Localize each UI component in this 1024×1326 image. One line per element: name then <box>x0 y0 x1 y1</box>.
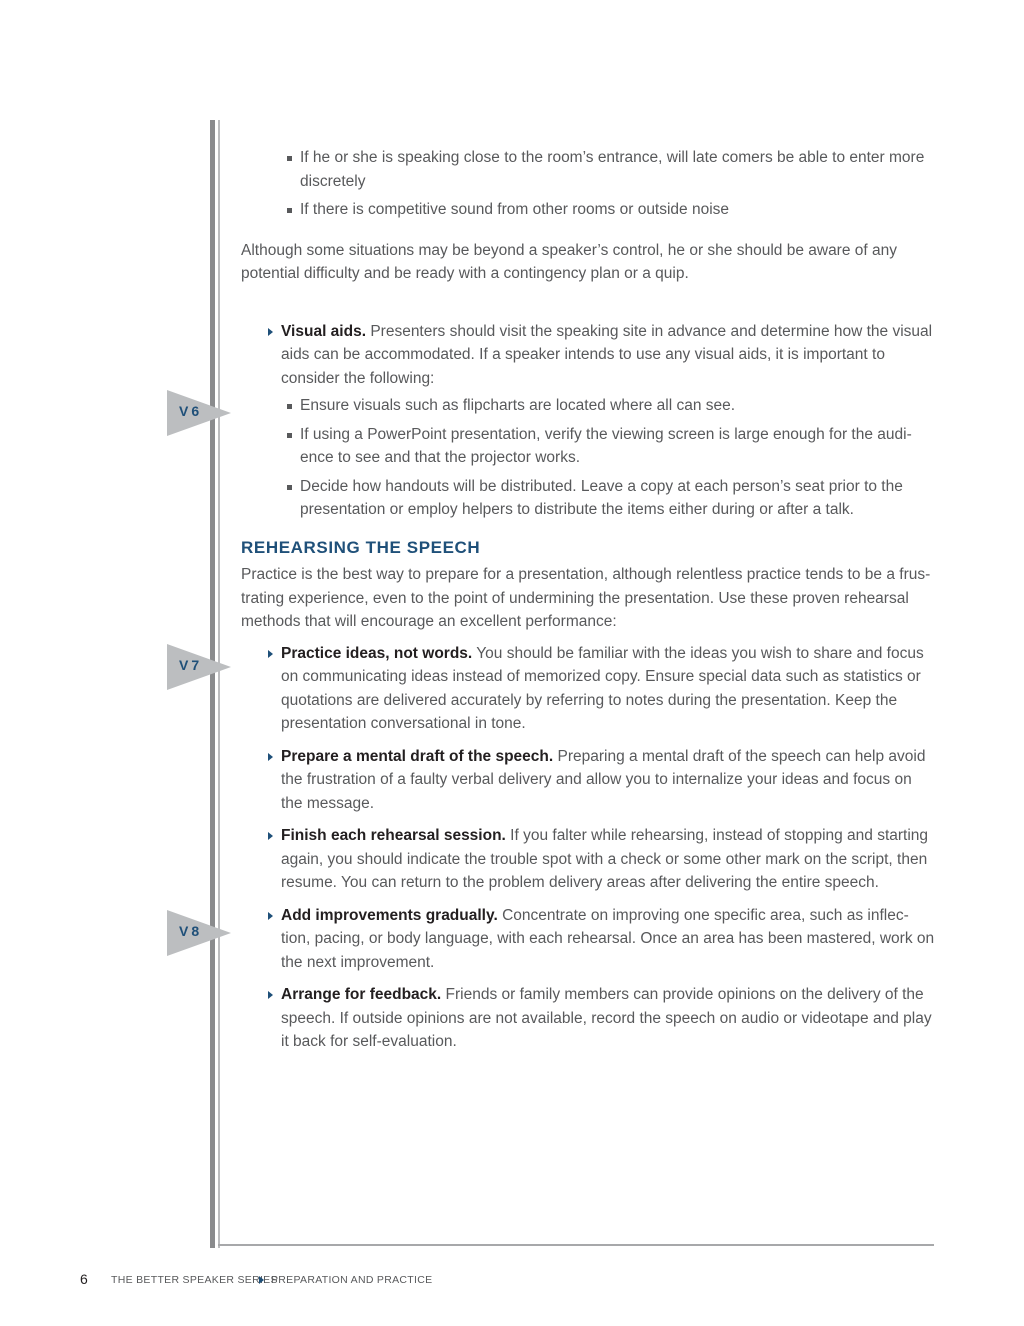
arrow-right-icon <box>259 1276 264 1284</box>
item-title: Visual aids. <box>281 322 367 340</box>
method-item <box>281 824 935 895</box>
page-number: 6 <box>80 1271 88 1287</box>
method-item <box>281 983 935 1054</box>
bottom-rule <box>218 1244 934 1246</box>
list-item: If he or she is speaking close to the room’s entrance, will late comers be able to enter more discretely <box>300 146 935 193</box>
page-content <box>241 146 935 1063</box>
video-marker-v6 <box>167 390 231 436</box>
video-marker-v7 <box>167 644 231 690</box>
item-title: Add improvements gradually. <box>281 906 498 924</box>
intro-paragraph: Practice is the best way to prepare for a presentation, although relentless practice tends to be a frus-trating experience, even to the point of undermining the presentation. Use these proven rehearsal methods that will encourage an excellent performance: <box>241 566 931 630</box>
method-item <box>281 745 935 816</box>
section-heading: REHEARSING THE SPEECH <box>241 537 481 557</box>
page-footer <box>0 1272 1024 1292</box>
contingency-paragraph: Although some situations may be beyond a speaker’s control, he or she should be aware of any potential difficulty and be ready with a contingency plan or a quip. <box>241 241 897 282</box>
marker-label: V7 <box>179 657 203 673</box>
venue-bullet-list <box>300 146 935 222</box>
section-title: PREPARATION AND PRACTICE <box>271 1274 433 1286</box>
item-text: Concentrate on improving one specific area, such as inflec-tion, pacing, or body language, with each rehearsal. Once an area has been mastered, work on the next improvement. <box>281 906 935 971</box>
list-item: If there is competitive sound from other rooms or outside noise <box>300 198 935 222</box>
item-text: You should be familiar with the ideas you wish to share and focus on communicating ideas instead of memorized copy. Ensure special data such as statistics or quotations are delivered accurately by referring to notes during the presentation. Keep the presentation conversational in tone. <box>281 644 924 732</box>
series-title: THE BETTER SPEAKER SERIES <box>111 1274 278 1286</box>
marker-label: V8 <box>179 923 203 939</box>
visual-aids-item <box>281 320 935 522</box>
item-text: If you falter while rehearsing, instead of stopping and starting again, you should indicate the trouble spot with a check or some other mark on the script, then resume. You can return to the problem delivery areas after delivering the entire speech. <box>281 827 929 891</box>
item-title: Practice ideas, not words. <box>281 644 473 662</box>
item-text: Preparing a mental draft of the speech can help avoid the frustration of a faulty verbal delivery and allow you to internalize your ideas and focus on the message. <box>281 747 926 812</box>
list-item: Ensure visuals such as flipcharts are located where all can see. <box>300 394 935 418</box>
marker-label: V6 <box>179 403 203 419</box>
method-item <box>281 642 935 736</box>
item-text: Friends or family members can provide opinions on the delivery of the speech. If outside opinions are not available, record the speech on audio or videotape and play it back for self-evaluation. <box>281 986 932 1050</box>
rehearsal-methods-list <box>281 642 935 1054</box>
method-item <box>281 904 935 975</box>
video-marker-v8 <box>167 910 231 956</box>
visual-aids-list <box>281 320 935 522</box>
item-title: Arrange for feedback. <box>281 986 442 1003</box>
list-item: Decide how handouts will be distributed. Leave a copy at each person’s seat prior to the presentation or employ helpers to distribute the items either during or after a talk. <box>300 475 935 522</box>
list-item: If using a PowerPoint presentation, verify the viewing screen is large enough for the audi-ence to see and that the projector works. <box>300 423 935 470</box>
item-title: Prepare a mental draft of the speech. <box>281 747 554 765</box>
item-text: Presenters should visit the speaking site in advance and determine how the visual aids can be accommodated. If a speaker intends to use any visual aids, it is important to consider the following: <box>281 322 933 387</box>
item-title: Finish each rehearsal session. <box>281 827 506 844</box>
visual-aids-bullets <box>300 394 935 522</box>
